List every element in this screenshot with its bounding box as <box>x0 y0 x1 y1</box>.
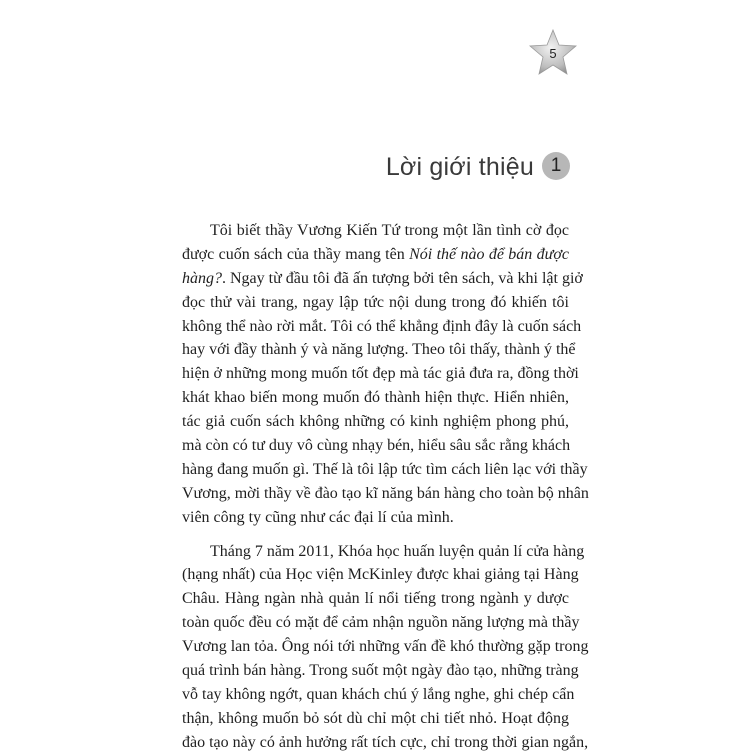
chapter-number-badge: 1 <box>542 152 570 180</box>
page-number-badge <box>528 28 578 76</box>
page-number: 5 <box>549 46 557 61</box>
book-title-italic: hàng? <box>182 269 222 287</box>
text-line: mà còn có tư duy vô cùng nhạy bén, hiểu sâu sắc rằng khách <box>182 437 571 455</box>
paragraph-1 <box>182 219 589 530</box>
text-line: (hạng nhất) của Học viện McKinley được khai giảng tại Hàng <box>182 566 579 584</box>
text-run: được cuốn sách của thầy mang tên <box>182 245 410 263</box>
text-run: . Ngay từ đầu tôi đã ấn tượng bởi tên sách, và khi lật giở <box>222 269 583 287</box>
text-line: tác giả cuốn sách không những có kinh nghiệm phong phú, <box>182 413 569 431</box>
text-line: hiện ở những mong muốn tốt đẹp mà tác giả đưa ra, đồng thời <box>182 365 579 383</box>
text-line: Vương, mời thầy về đào tạo kĩ năng bán hàng cho toàn bộ nhân <box>182 484 589 502</box>
text-line: vỗ tay không ngớt, quan khách chú ý lắng nghe, ghi chép cẩn <box>182 685 575 703</box>
text-line: Châu. Hàng ngàn nhà quản lí nổi tiếng trong ngành y dược <box>182 590 569 608</box>
text-line: Vương lan tỏa. Ông nói tới những vấn đề khó thường gặp trong <box>182 638 589 656</box>
text-line: Tôi biết thầy Vương Kiến Tứ trong một lần tình cờ đọc <box>210 222 569 239</box>
body-text <box>182 219 589 755</box>
paragraph-gap <box>182 530 569 540</box>
text-line: đọc thử vài trang, ngay lập tức nội dung trong đó khiến tôi <box>182 293 569 311</box>
text-line: hay với đầy thành ý và năng lượng. Theo tôi thấy, thành ý thể <box>182 341 576 359</box>
chapter-heading <box>385 150 570 184</box>
text-line: không thể nào rời mắt. Tôi có thể khẳng định đây là cuốn sách <box>182 317 582 335</box>
text-line: đào tạo này có ảnh hưởng rất tích cực, chỉ trong thời gian ngắn, <box>182 733 589 751</box>
text-line: viên công ty cũng như các đại lí của mình. <box>182 508 454 526</box>
text-line: toàn quốc đều có mặt để cảm nhận nguồn năng lượng mà thầy <box>182 614 580 632</box>
text-line: hàng đang muốn gì. Thế là tôi lập tức tìm cách liên lạc với thầy <box>182 460 588 478</box>
text-line: Tháng 7 năm 2011, Khóa học huấn luyện quản lí cửa hàng <box>210 542 585 560</box>
chapter-title: Lời giới thiệu <box>385 153 534 181</box>
text-line: thận, không muốn bỏ sót dù chỉ một chi tiết nhỏ. Hoạt động <box>182 709 569 727</box>
text-line: quá trình bán hàng. Trong suốt một ngày đào tạo, những tràng <box>182 662 579 680</box>
text-line: khát khao biến mong muốn đó thành hiện thực. Hiển nhiên, <box>182 389 569 407</box>
paragraph-2 <box>182 540 589 755</box>
book-title-italic: Nói thế nào để bán được <box>409 245 569 263</box>
text-line <box>182 243 569 267</box>
text-line <box>182 267 583 291</box>
